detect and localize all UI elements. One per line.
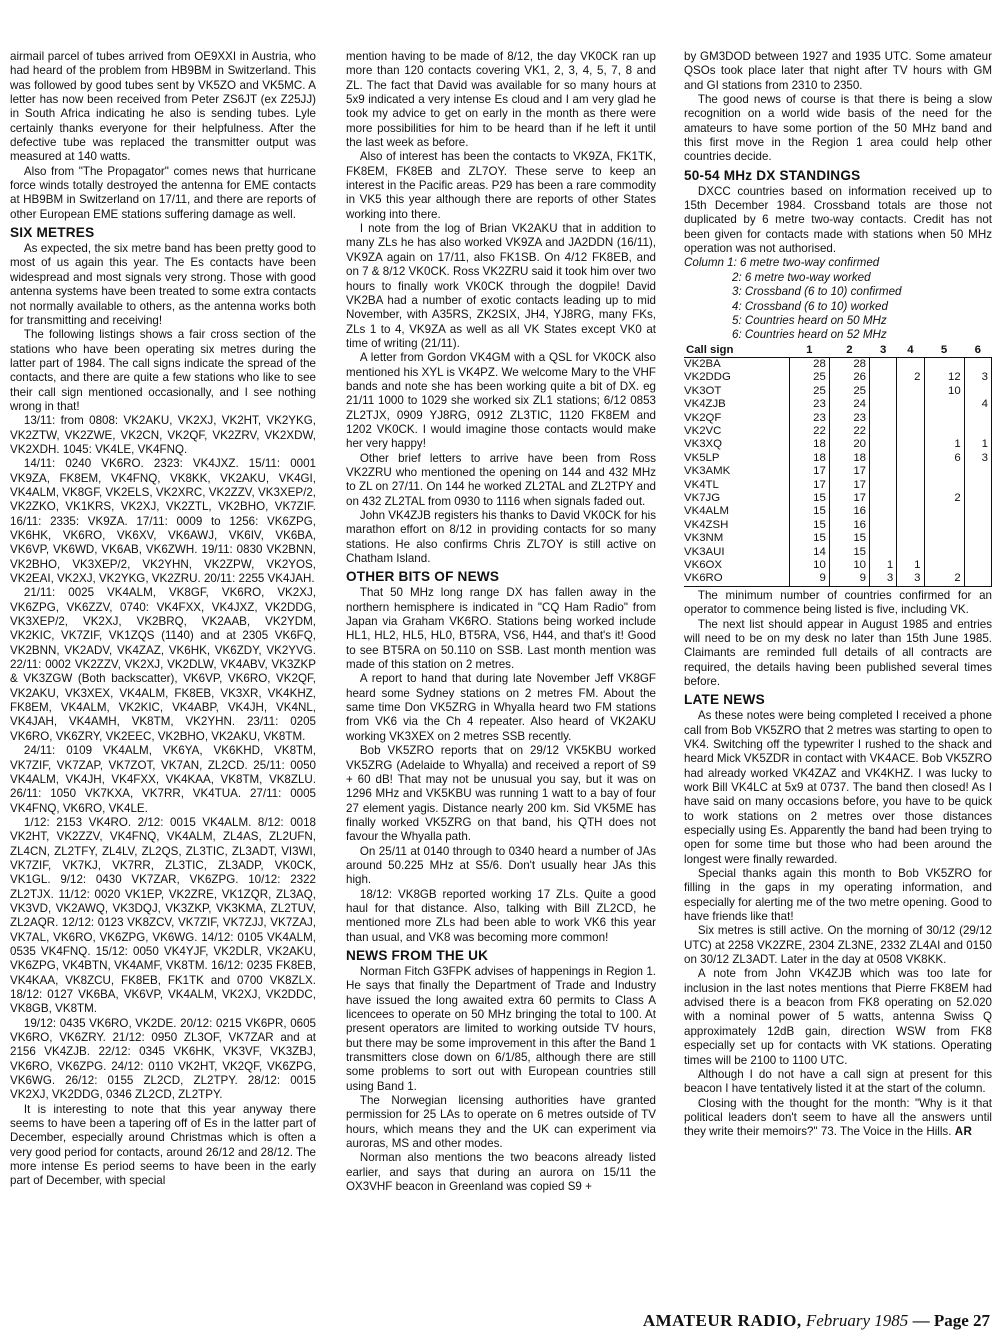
call-sign-cell: VK3NM (684, 532, 724, 545)
count-cell: 3 (870, 572, 897, 586)
count-cell (897, 532, 924, 545)
count-cell (964, 479, 991, 492)
table-row (684, 519, 992, 532)
paragraph: A report to hand that during late November Jeff VK8GF heard some Sydney stations on 2 metres FM. About the same time Don VK5ZRG in Whyalla heard two FM stations from VK6 via the Ch 4 repeater. Also heard of VK2AKU working VK3XEX on 2 metres SSB recently. (346, 672, 656, 743)
paragraph: Although I do not have a call sign at present for this beacon I have tentatively listed it at the start of the column. (684, 1067, 992, 1096)
count-cell: 10 (789, 559, 829, 572)
magazine-title: AMATEUR RADIO, (642, 1311, 802, 1330)
count-cell: 17 (789, 465, 829, 478)
paragraph: Bob VK5ZRO reports that on 29/12 VK5KBU worked VK5ZRG (Adelaide to Whyalla) and received a report of S9 + 60 dB! That may not be unusual you say, but it was on 1296 MHz and VK5KBU was running 1 watt to a bay of four 27 element yagis. Distance nearly 200 km. Sid VK5ME has finally worked VK5ZRG on that band, his QTH does not favour the Whyalla path. (346, 744, 656, 844)
count-cell (897, 438, 924, 451)
call-sign-cell: VK4ALM (684, 505, 729, 518)
call-sign-cell: VK6OX (684, 559, 722, 572)
count-cell: 17 (829, 479, 869, 492)
count-cell: 26 (829, 371, 869, 384)
count-cell (870, 452, 897, 465)
issue-date: February 1985 (805, 1311, 909, 1330)
count-cell (964, 357, 991, 371)
table-row (684, 572, 992, 586)
count-cell (924, 519, 964, 532)
table-row (684, 385, 992, 398)
count-cell: 15 (789, 505, 829, 518)
count-cell: 16 (829, 519, 869, 532)
column-3 (684, 50, 992, 1302)
call-sign-cell: VK4ZSH (684, 518, 729, 531)
call-sign-cell: VK4ZJB (684, 398, 726, 411)
table-row (684, 479, 992, 492)
count-cell: 23 (789, 412, 829, 425)
call-sign-cell: VK3AMK (684, 465, 731, 478)
count-cell (964, 572, 991, 586)
column-header: 5 (924, 344, 964, 358)
count-cell: 4 (964, 398, 991, 411)
count-cell: 2 (924, 492, 964, 505)
table-row (684, 412, 992, 425)
paragraph: John VK4ZJB registers his thanks to David VK0CK for his marathon effort on 8/12 in providing contacts for so many stations. He also confirms Chris ZL7OY is still active on Chatham Island. (346, 509, 656, 566)
count-cell (897, 452, 924, 465)
count-cell: 25 (789, 385, 829, 398)
count-cell (964, 465, 991, 478)
table-row (684, 505, 992, 518)
section-heading-other-bits: OTHER BITS OF NEWS (346, 569, 500, 585)
count-cell: 20 (829, 438, 869, 451)
count-cell (924, 479, 964, 492)
legend-line: 5: Countries heard on 50 MHz (732, 313, 887, 327)
count-cell (924, 505, 964, 518)
paragraph: Special thanks again this month to Bob VK5ZRO for filling in the gaps in my operating information, and especially for alerting me of the two metre opening. Good to have friends like that! (684, 867, 992, 924)
section-heading-news-uk: NEWS FROM THE UK (346, 947, 489, 963)
paragraph: The Norwegian licensing authorities have granted permission for 25 LAs to operate on 6 metres outside of TV hours, which means they and the UK can experiment via auroras, MS and other modes. (346, 1094, 656, 1151)
log-listing: 14/11: 0240 VK6RO. 2323: VK4JXZ. 15/11: 0001 VK9ZA, FK8EM, VK4FNQ, VK8KK, VK2AKU, VK4GI, VK4ALM, VK8GF, VK2ELS, VK2XRC, VK2ZZV, VK3XEP/2, VK2ZKO, VK1KRS, VK2XJ, VK2ZTL, VK2BHO, VK7ZIF. 16/11: 2335: VK9ZA. 17/11: 0009 to 1256: VK6ZPG, VK6HK, VK6RO, VK6XV, VK6AWJ, VK6IV, VK6BA, VK6VP, VK6WD, VK6AB, VK6ZWH. 19/11: 0830 VK2BNN, VK2BHO, VK3XEP/2, VK2YHN, VK2ZPW, VK2YOS, VK2EAI, VK2XJ, VK2YKG, VK2ZRU. 20/11: 2255 VK4JAH. (10, 457, 316, 586)
paragraph: A letter from Gordon VK4GM with a QSL for VK0CK also mentioned his XYL is VK4PZ. We welcome Mary to the VHF bands and note she has been working quite a bit of DX. eg 21/11 1000 to 1029 she worked six ZL1 stations; 6/12 0853 ZL2TJX, 0909 YJ8RG, 0912 ZL3TIC, 1120 FK8EM and 1202 VK0CK. I would imagine those contacts would make her very happy! (346, 351, 656, 451)
count-cell (924, 412, 964, 425)
paragraph: Also of interest has been the contacts to VK9ZA, FK1TK, FK8EM, FK8EB and ZL7OY. These serve to keep an interest in the Pacific areas. P29 has been a rare commodity in VK5 this year although there are reports of other States working into there. (346, 150, 656, 221)
column-header: 3 (870, 344, 897, 358)
count-cell: 17 (789, 479, 829, 492)
count-cell: 3 (964, 371, 991, 384)
count-cell: 23 (829, 412, 869, 425)
call-sign-cell: VK2BA (684, 357, 721, 370)
count-cell: 25 (829, 385, 869, 398)
column-header: 6 (964, 344, 991, 358)
count-cell (924, 546, 964, 559)
paragraph: Other brief letters to arrive have been from Ross VK2ZRU who mentioned the opening on 144 and 432 MHz to ZL on 27/11. On 144 he worked ZL2TAL and ZL2TPY and on 432 ZL2TAL from 0930 to 1116 when signals faded out. (346, 451, 656, 508)
closing-text: Closing with the thought for the month: "Why is it that political leaders don't seem to have all the answers until they write their memoirs?" 73. The Voice in the Hills. (684, 1096, 992, 1139)
count-cell (964, 425, 991, 438)
count-cell (870, 398, 897, 411)
count-cell: 15 (789, 532, 829, 545)
count-cell: 24 (829, 398, 869, 411)
count-cell: 22 (829, 425, 869, 438)
paragraph: That 50 MHz long range DX has fallen away in the northern hemisphere is indicated in "CQ Ham Radio" from Japan via Graham VK6RO. Stations being worked include HL1, HL2, HL5, HL0, BT5RA, VS6, H44, and that's it! Good to see BT5RA on 50.110 on SSB. Last month mention was made of this station on 2 metres. (346, 586, 656, 672)
count-cell: 16 (829, 505, 869, 518)
table-row (684, 438, 992, 451)
count-cell (870, 385, 897, 398)
count-cell (897, 546, 924, 559)
count-cell (897, 398, 924, 411)
column-header: 2 (829, 344, 869, 358)
table-row (684, 532, 992, 545)
paragraph: The good news of course is that there is being a slow recognition on a world wide basis of the need for the amateurs to have some portion of the 50 MHz band and this first move in the Region 1 area could help other countries decide. (684, 93, 992, 164)
table-row (684, 452, 992, 465)
call-sign-cell: VK3XQ (684, 438, 722, 451)
count-cell (964, 559, 991, 572)
legend-line: Column 1: 6 metre two-way confirmed (684, 256, 880, 270)
count-cell (924, 425, 964, 438)
count-cell (964, 532, 991, 545)
count-cell (897, 492, 924, 505)
count-cell: 17 (829, 492, 869, 505)
count-cell (964, 519, 991, 532)
table-row (684, 465, 992, 478)
log-listing: 24/11: 0109 VK4ALM, VK6YA, VK6KHD, VK8TM, VK7ZIF, VK7ZAP, VK7ZOT, VK7AN, ZL2CD. 25/11: 0050 VK4ALM, VK4JH, VK4FXX, VK4KAA, VK8TM, VK8ZLU. 26/11: 1050 VK7KXA, VK7RR, VK4TUA. 27/11: 0005 VK4FNQ, VK6RO, VK4LE. (10, 744, 316, 815)
count-cell (870, 546, 897, 559)
call-sign-cell: VK6RO (684, 572, 789, 586)
section-heading-six-metres: SIX METRES (10, 225, 95, 241)
column-legend (684, 256, 992, 342)
count-cell (897, 425, 924, 438)
count-cell: 10 (829, 559, 869, 572)
count-cell: 1 (897, 559, 924, 572)
count-cell: 6 (924, 452, 964, 465)
count-cell (897, 465, 924, 478)
count-cell (870, 532, 897, 545)
count-cell: 15 (789, 492, 829, 505)
count-cell (924, 398, 964, 411)
paragraph: As expected, the six metre band has been pretty good to most of us again this year. The Es contacts have been widespread and most signals very strong. Those with good antenna systems have been treated to some extra contacts not normally available to others, as the antenna works both for transmitting and receiving! (10, 242, 316, 327)
legend-line: 2: 6 metre two-way worked (732, 270, 871, 284)
count-cell: 17 (829, 465, 869, 478)
count-cell (897, 479, 924, 492)
count-cell: 18 (789, 438, 829, 451)
call-sign-cell: VK7JG (684, 492, 721, 504)
table-header-row (684, 344, 992, 358)
legend-line: 6: Countries heard on 52 MHz (732, 328, 887, 342)
count-cell: 28 (789, 357, 829, 371)
count-cell (897, 505, 924, 518)
paragraph: I note from the log of Brian VK2AKU that in addition to many ZLs he has also worked VK9ZA and JA2DDN (16/11), VK9ZA again on 17/11, also FK1SB. On 4/12 FK8EB, and on 7 & 8/12 VK0CK. Ross VK2ZRU said it took him over two hours to finally work VK0CK through the dogpile! David VK2BA had a number of exotic contacts leading up to mid November, with A35RS, ZK2SIX, JH4, YJ8RG, many FKs, ZLs 1 to 4, VK9ZA as well as all VK States except VK0 at time of writing (21/11). (346, 222, 656, 350)
paragraph: A note from John VK4ZJB which was too late for inclusion in the last notes mentions that Pierre FK8EM had advised there is a beacon from FK8 operating on 52.020 with a nominal power of 5 watts, antenna Swiss Q approximately 12dB gain, direction WSW from FK8 especially set up for contacts with VK stations. Operating times will be 2100 to 1100 UTC. (684, 967, 992, 1067)
count-cell (870, 505, 897, 518)
log-listing: 1/12: 2153 VK4RO. 2/12: 0015 VK4ALM. 8/12: 0018 VK2HT, VK2ZZV, VK4FNQ, VK4ALM, ZL4AS, ZL2UFN, ZL4CN, ZL2TFY, ZL4LV, ZL2QS, ZL3TIC, ZL3ADT, VI3WI, VK7ZIF, VK7KJ, VK7RR, ZL3TIC, ZL3ADP, VK0CK, VK1GL. 9/12: 0430 VK7ZAR, VK6ZPG. 10/12: 2322 ZL2TJX. 11/12: 0020 VK1EP, VK2ZRE, VK1ZQR, ZL3AQ, VK3VD, VK2AWQ, VK3DQJ, VK3ZKP, VK3KMA, ZL2TUV, ZL2AQR. 12/12: 0123 VK8ZCV, VK7ZIF, VK7ZJJ, VK7ZAJ, VK7AL, VK6RO, VK6ZPG, VK6WG. 14/12: 0105 VK4ALM, 0535 VK4FNQ. 15/12: 0050 VK4YJF, VK2DLR, VK2AKU, VK6ZPG, VK4BTN, VK4AMF, VK8TM. 16/12: 0235 FK8EB, VK4KAA, VK8ZCU, FK8EB, FK1TK and 0700 VK8ZLX. 18/12: 0127 VK6BA, VK6VP, VK4ALM, VK2XJ, VK2DDC, VK8GB, VK8TM. (10, 815, 316, 1016)
count-cell: 18 (789, 452, 829, 465)
count-cell: 18 (829, 452, 869, 465)
call-sign-cell: VK2VC (684, 424, 722, 437)
paragraph (684, 1097, 992, 1140)
paragraph: Six metres is still active. On the morning of 30/12 (29/12 UTC) at 2258 VK2ZRE, 2304 ZL3NE, 2332 ZL4AI and 0150 on 30/12 ZL3ADT. Later in the day at 0508 VK8KK. (684, 924, 992, 967)
page-number: — Page 27 (912, 1311, 990, 1330)
paragraph: airmail parcel of tubes arrived from OE9XXI in Austria, who had heard of the problem from HB9BM in Switzerland. This was followed by good tubes sent by VK5ZO and VK5MC. A letter has now been received from Peter ZS6JT (ex Z25JJ) in South Africa indicating he also is sending tubes. Lyle certainly thanks everyone for their helpfulness. After the defective tube was replaced the transmitter output was measured at 140 watts. (10, 50, 316, 164)
count-cell: 15 (789, 519, 829, 532)
count-cell (870, 371, 897, 384)
paragraph: by GM3DOD between 1927 and 1935 UTC. Some amateur QSOs took place later that night after TV hours with GM and GI stations from 2310 to 2350. (684, 50, 992, 92)
paragraph: Also from "The Propagator" comes news that hurricane force winds totally destroyed the antenna for EME contacts at HB9BM in Switzerland on 17/11, and there are reports of other European EME stations suffering damage as well. (10, 164, 316, 221)
dx-standings-table (684, 344, 992, 587)
call-sign-cell: VK3AUI (684, 545, 725, 558)
count-cell: 1 (870, 559, 897, 572)
count-cell: 9 (789, 572, 829, 586)
section-heading-late-news: LATE NEWS (684, 692, 765, 708)
count-cell (924, 532, 964, 545)
column-header: Call sign (684, 344, 789, 358)
table-row (684, 371, 992, 384)
legend-line: 3: Crossband (6 to 10) confirmed (732, 285, 902, 299)
count-cell (870, 357, 897, 371)
count-cell (870, 438, 897, 451)
paragraph: Norman also mentions the two beacons already listed earlier, and says that during an aurora on 15/11 the OX3VHF beacon in Greenland was copied S9 + (346, 1151, 656, 1194)
count-cell (964, 546, 991, 559)
table-row (684, 546, 992, 559)
log-listing: 13/11: from 0808: VK2AKU, VK2XJ, VK2HT, VK2YKG, VK2ZTW, VK2ZWE, VK2CN, VK2QF, VK2ZRV, VK2XDW, VK2XDH. 1045: VK4LE, VK4FNQ. (10, 414, 316, 456)
count-cell (897, 412, 924, 425)
count-cell: 2 (897, 371, 924, 384)
column-1 (10, 50, 316, 1302)
count-cell (964, 492, 991, 505)
count-cell: 14 (789, 546, 829, 559)
count-cell: 23 (789, 398, 829, 411)
call-sign-cell: VK5LP (684, 451, 720, 464)
table-body (684, 357, 992, 586)
table-row (684, 398, 992, 411)
count-cell: 2 (924, 572, 964, 586)
paragraph: mention having to be made of 8/12, the day VK0CK ran up more than 120 contacts covering VK1, 2, 3, 4, 5, 7, 8 and ZL. The fact that David was available for so many hours at 5x9 indicated a very intense Es cloud and I am very glad he took my advice to get on early in the month as there were more possibilities for him to be heard than if he left it until the last week as before. (346, 50, 656, 150)
call-sign-cell: VK3OT (684, 384, 722, 397)
log-listing: 19/12: 0435 VK6RO, VK2DE. 20/12: 0215 VK6PR, 0605 VK6RO, VK6ZRY. 21/12: 0950 ZL3OF, VK7ZAR and at 2156 VK4ZJB. 22/12: 0345 VK6HK, VK3VF, VK3ZBJ, VK6RO, VK6ZPG. 24/12: 0110 VK2HT, VK2QF, VK6ZPG, VK6WG. 26/12: 0155 ZL2CD, ZL2TPY. 28/12: 0015 VK2XJ, VK2DDG, 0346 ZL2CD, ZL2TPY. (10, 1016, 316, 1102)
page-footer (643, 1311, 990, 1331)
count-cell: 1 (924, 438, 964, 451)
count-cell (897, 357, 924, 371)
legend-line: 4: Crossband (6 to 10) worked (732, 299, 888, 313)
count-cell: 22 (789, 425, 829, 438)
count-cell (964, 505, 991, 518)
count-cell (870, 465, 897, 478)
count-cell (924, 559, 964, 572)
call-sign-cell: VK2DDG (684, 371, 731, 384)
count-cell: 12 (924, 371, 964, 384)
count-cell: 10 (924, 385, 964, 398)
column-2 (346, 50, 656, 1302)
paragraph: As these notes were being completed I received a phone call from Bob VK5ZRO that 2 metres was starting to open to VK4. Switching off the typewriter I rushed to the shack and heard Mick VK5ZDR in contact with VK4ACE. Bob VK5ZRO had already worked VK4ZAZ and VK4KHZ. I was lucky to work Bill VK4LC at 5x9 at 0737. The band then closed! As I have said on many occasions before, you have to be quick to work stations on 2 metres over those distances especially using Es. Apparently the band had been trying to open for some time but those who had been around the longest were finally rewarded. (684, 709, 992, 866)
count-cell (924, 357, 964, 371)
table-row (684, 559, 992, 572)
table-row (684, 492, 992, 505)
column-header: 1 (789, 344, 829, 358)
paragraph: The minimum number of countries confirmed for an operator to commence being listed is five, including VK. (684, 588, 992, 617)
sign-off-mark: AR (954, 1125, 973, 1139)
section-heading-dx-standings: 50-54 MHz DX STANDINGS (684, 167, 861, 183)
paragraph: DXCC countries based on information received up to 15th December 1984. Crossband totals are those not duplicated by 6 metre two-way contacts. Credit has not been given for contacts made with stations when 50 MHz operation was not authorised. (684, 184, 992, 256)
table-row (684, 357, 992, 371)
count-cell: 3 (964, 452, 991, 465)
count-cell (964, 385, 991, 398)
paragraph: Norman Fitch G3FPK advises of happenings in Region 1. He says that finally the Department of Trade and Industry have issued the long awaited extra 60 permits to Class A licencees to operate on 50 MHz bringing the total to 100. At present operators are limited to working outside TV hours, but there may be some improvement in this after the Band 1 transmitters close down on 6/1/85, although there are still some problems to sort out with European countries still using Band 1. (346, 964, 656, 1093)
count-cell (870, 519, 897, 532)
count-cell (870, 479, 897, 492)
count-cell (964, 412, 991, 425)
count-cell (870, 412, 897, 425)
call-sign-cell: VK4TL (684, 478, 719, 491)
count-cell: 15 (829, 546, 869, 559)
call-sign-cell: VK2QF (684, 411, 722, 424)
column-header: 4 (897, 344, 924, 358)
paragraph: It is interesting to note that this year anyway there seems to have been a tapering off of Es in the latter part of December, especially around Christmas which is often a very good period for contacts, around 26/12 and 28/12. The more intense Es period seems to have been in the early part of December, with special (10, 1102, 316, 1188)
count-cell (924, 465, 964, 478)
log-listing: 21/11: 0025 VK4ALM, VK8GF, VK6RO, VK2XJ, VK6ZPG, VK6ZZV, 0740: VK4FXX, VK4JXZ, VK2DDG, VK3XEP/2, VK2XJ, VK2BRQ, VK2AAB, VK2YDM, VK2KIC, VK7ZIF, VK1ZQS (1140) and at 2305 VK6FQ, VK2BNN, VK2ADV, VK4ZAZ, VK6HK, VK6ZDY, VK2YVG. 22/11: 0002 VK2ZZV, VK2XJ, VK2DLW, VK4ABV, VK3ZKP & VK3ZGW (Both backscatter), VK6VP, VK6RO, VK2QF, VK2AKU, VK3XEX, VK4ALM, FK8EB, VK3XR, VK4KHZ, FK8EM, VK4ALM, VK2KIC, VK4ABP, VK4JH, VK4NL, VK4JAH, VK4AMH, VK8TM, VK2YHN. 23/11: 0205 VK6RO, VK6ZRY, VK2EEC, VK2BHO, VK2AKU, VK8TM. (10, 586, 316, 743)
count-cell (870, 492, 897, 505)
count-cell (870, 425, 897, 438)
count-cell: 3 (897, 572, 924, 586)
count-cell (897, 519, 924, 532)
count-cell (897, 385, 924, 398)
paragraph: On 25/11 at 0140 through to 0340 heard a number of JAs around 50.225 MHz at S5/6. Don't usually hear JAs this high. (346, 844, 656, 887)
count-cell: 1 (964, 438, 991, 451)
count-cell: 28 (829, 357, 869, 371)
count-cell: 25 (789, 371, 829, 384)
paragraph: The following listings shows a fair cross section of the stations who have been operating six metres during the latter part of 1984. The call signs indicate the spread of the contacts, and there are quite a few stations who like to see their call sign mentioned occasionally, and I see nothing wrong in that! (10, 328, 316, 413)
count-cell: 15 (829, 532, 869, 545)
table-row (684, 425, 992, 438)
paragraph: The next list should appear in August 1985 and entries will need to be on my desk no later than 15th June 1985. Claimants are reminded full details of all contracts are required, the details having been published several times before. (684, 617, 992, 688)
count-cell: 9 (829, 572, 869, 586)
paragraph: 18/12: VK8GB reported working 17 ZLs. Quite a good haul for that distance. Also, talking with Bill ZL2CD, he mentioned more ZLs had been able to work VK6 this year than usual, and VK8 was becoming more common! (346, 887, 656, 944)
